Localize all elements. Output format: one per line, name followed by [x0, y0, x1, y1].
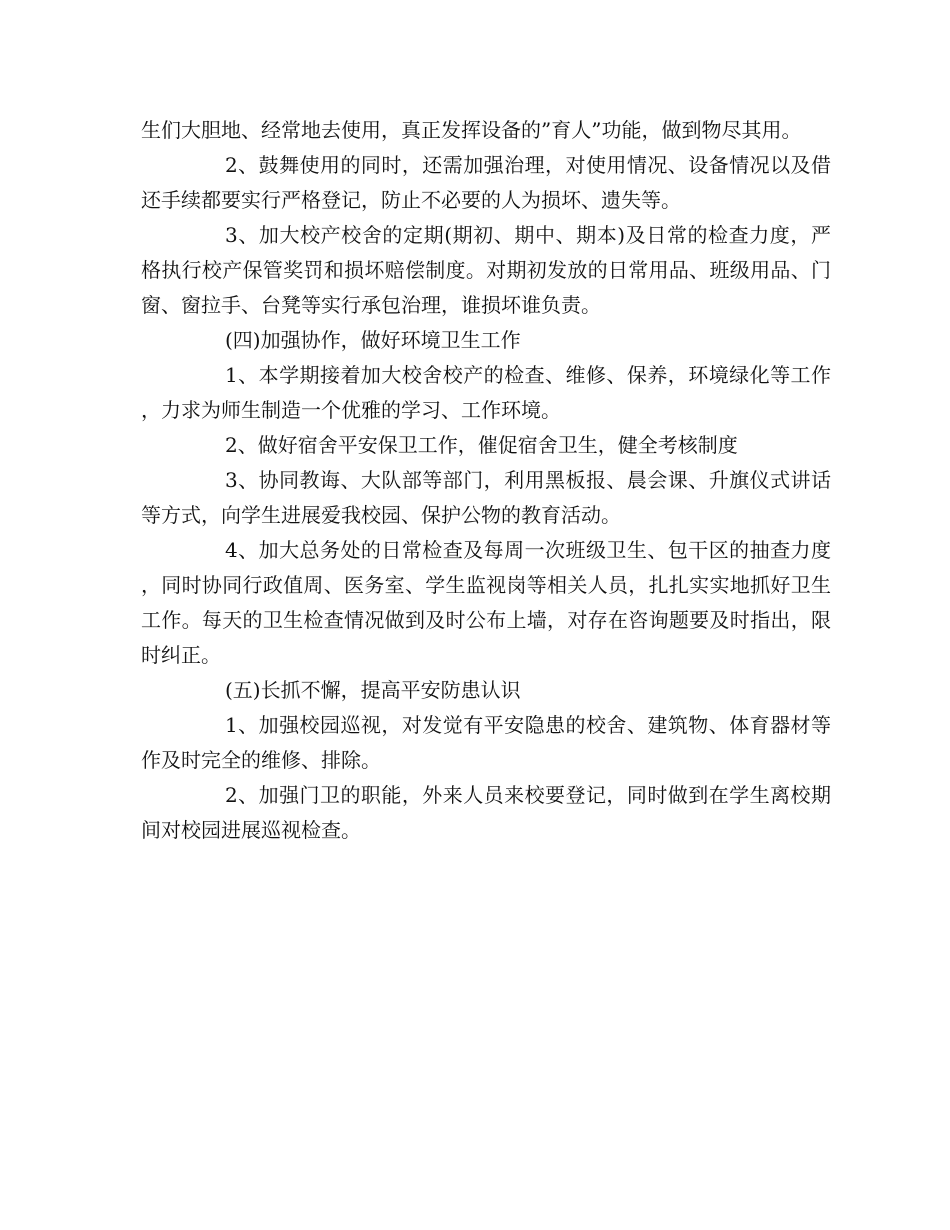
paragraph-item-4-hygiene-check: 4、加大总务处的日常检查及每周一次班级卫生、包干区的抽查力度，同时协同行政值周、医务室、学生监视岗等相关人员，扎扎实实地抓好卫生工作。每天的卫生检查情况做到及时公布上墙，对存在咨询题要及时指出，限时纠正。 [141, 538, 831, 667]
paragraph-item-2-gatekeeping: 2、加强门卫的职能，外来人员来校要登记，同时做到在学生离校期间对校园进展巡视检查。 [141, 783, 831, 842]
paragraph-continuation: 生们大胆地、经常地去使用，真正发挥设备的”育人”功能，做到物尽其用。 [141, 118, 802, 142]
paragraph-item-1-maintenance: 1、本学期接着加大校舍校产的检查、维修、保养，环境绿化等工作，力求为师生制造一个优雅的学习、工作环境。 [141, 363, 831, 422]
document-body [141, 113, 831, 848]
paragraph-item-3-education: 3、协同教诲、大队部等部门，利用黑板报、晨会课、升旗仪式讲话等方式，向学生进展爱我校园、保护公物的教育活动。 [141, 468, 831, 527]
section-heading-four: (四)加强协作，做好环境卫生工作 [225, 328, 521, 352]
paragraph-item-3-property-inspection: 3、加大校产校舍的定期(期初、期中、期本)及日常的检查力度，严格执行校产保管奖罚和损坏赔偿制度。对期初发放的日常用品、班级用品、门窗、窗拉手、台凳等实行承包治理，谁损坏谁负责。 [141, 223, 831, 317]
paragraph-item-2-dormitory: 2、做好宿舍平安保卫工作，催促宿舍卫生，健全考核制度 [225, 433, 738, 457]
section-heading-five: (五)长抓不懈，提高平安防患认识 [225, 678, 521, 702]
paragraph-item-2-usage-management: 2、鼓舞使用的同时，还需加强治理，对使用情况、设备情况以及借还手续都要实行严格登记，防止不必要的人为损坏、遗失等。 [141, 153, 831, 212]
paragraph-item-1-patrol: 1、加强校园巡视，对发觉有平安隐患的校舍、建筑物、体育器材等作及时完全的维修、排除。 [141, 713, 831, 772]
